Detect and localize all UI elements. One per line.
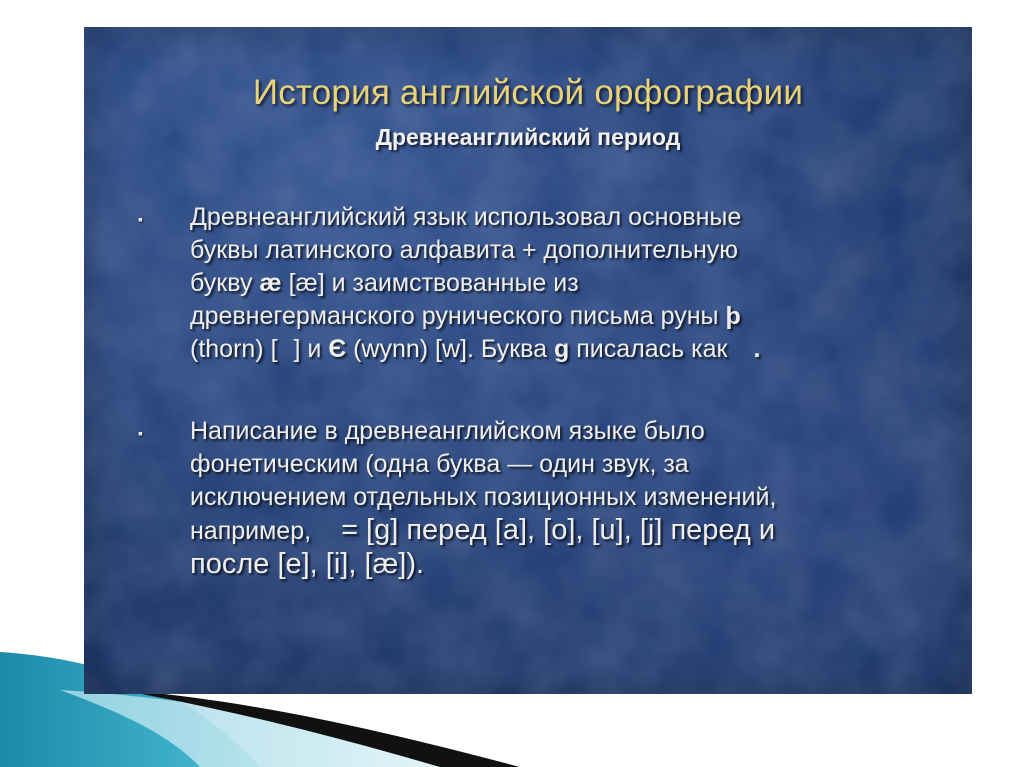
slide-title: История английской орфографии [252,73,804,112]
paragraph-phonetic [190,415,776,581]
bullet-marker-2: ▪ [138,425,143,441]
p1-line-2: буквы латинского алфавита + дополнительную [190,236,739,264]
bullet-marker-1: ▪ [138,211,143,227]
p1-line-1: Древнеанглийский язык использовал основные [190,203,742,231]
p1-line-5: (thorn) [ ] и Є (wynn) [w]. Буква g писалась как . [190,335,761,363]
p2-line-1: Написание в древнеанглийском языке было [190,417,705,445]
g-letter: g [554,335,570,363]
wynn-letter: Є [328,335,347,363]
p2-line-5: после [e], [i], [æ]). [190,548,425,580]
ae-letter: æ [259,269,282,297]
p2-line-2: фонетическим (одна буква — один звук, за [190,450,689,478]
thorn-letter: þ [725,302,741,330]
p1-line-3: букву æ [æ] и заимствованные из [190,269,579,297]
paragraph-alphabet [190,201,760,366]
p1-line-4: древнегерманского рунического письма руны þ [190,302,741,330]
p2-line-4: например, = [g] перед [a], [o], [u], [j] перед и [190,514,776,546]
slide-subtitle: Древнеанглийский период [375,124,681,150]
slide-panel [84,27,972,694]
p2-line-3: исключением отдельных позиционных изменений, [190,483,777,511]
